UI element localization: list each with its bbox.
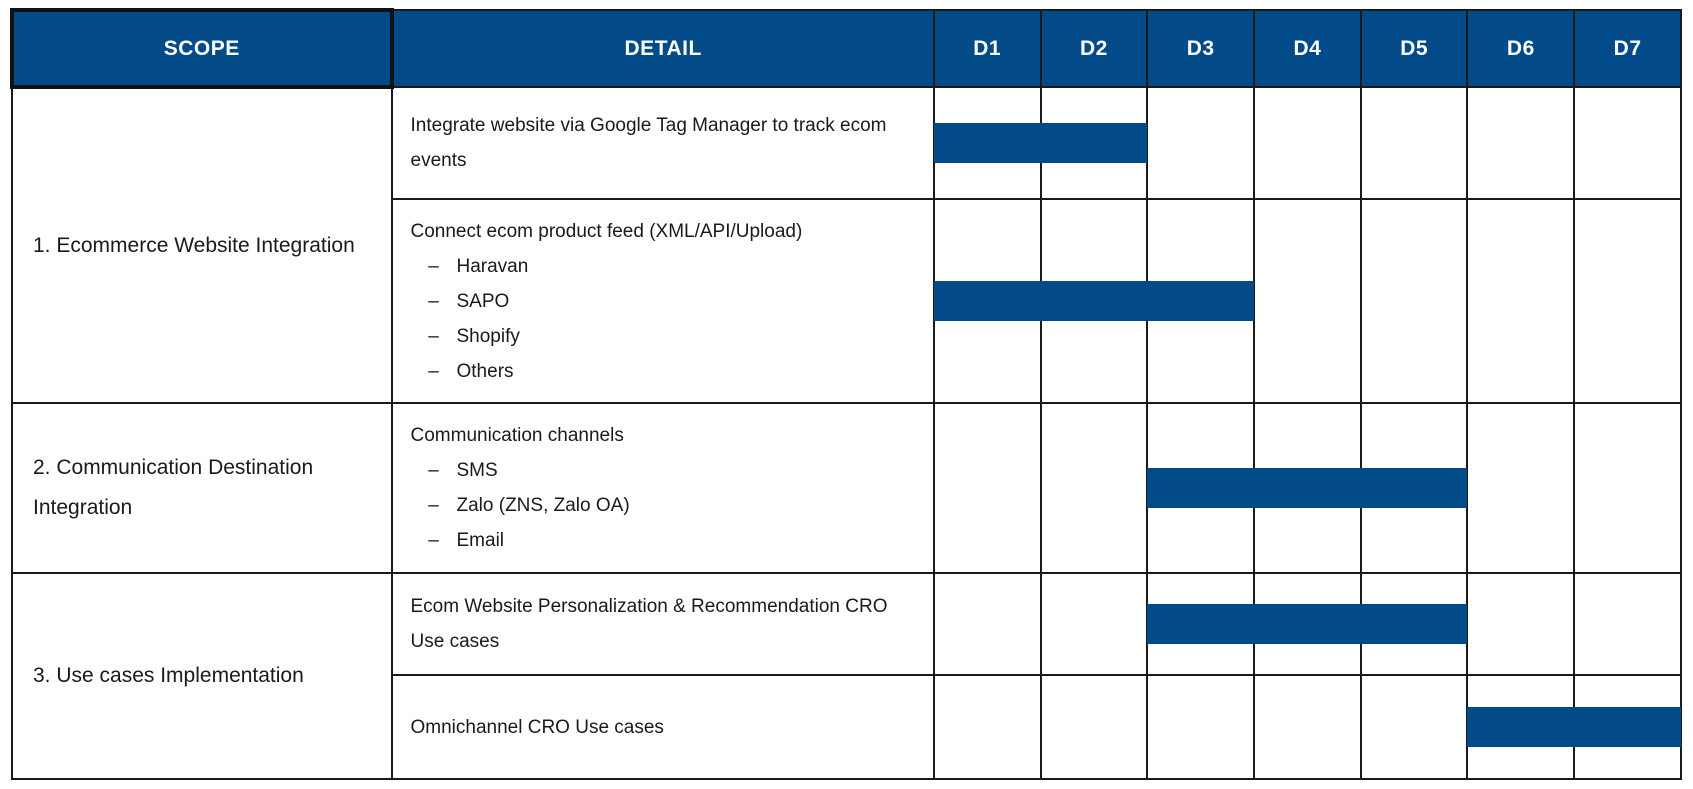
scope-cell: 3. Use cases Implementation [12,573,392,779]
day-cell [1147,675,1254,779]
task-row [12,573,1681,676]
detail-cell [392,199,934,403]
day-column-header: D3 [1147,10,1254,87]
day-column-header: D4 [1254,10,1361,87]
day-cell [1041,199,1148,403]
day-cell [1361,199,1468,403]
day-cell [1467,675,1574,779]
detail-cell [392,403,934,572]
list-item: – Zalo (ZNS, Zalo OA) [428,495,630,517]
scope-column-header: SCOPE [12,10,392,87]
day-cell [1361,675,1468,779]
timeline-table [10,8,1682,780]
day-column-header: D1 [934,10,1041,87]
day-cell [934,199,1041,403]
list-item-label: Others [456,360,514,382]
day-cell [1467,87,1574,199]
list-item-label: SAPO [456,290,510,312]
day-cell [1254,675,1361,779]
day-cell [1467,199,1574,403]
scope-cell: 2. Communication Destination Integration [12,403,392,572]
day-cell [1574,573,1681,676]
day-cell [1254,199,1361,403]
day-cell [1041,573,1148,676]
day-cell [1361,573,1468,676]
list-item-label: Email [456,530,505,552]
day-cell [1574,403,1681,572]
day-cell [1574,675,1681,779]
day-cell [1467,573,1574,676]
scope-cell: 1. Ecommerce Website Integration [12,87,392,403]
day-cell [1574,87,1681,199]
detail-text: Connect ecom product feed (XML/API/Upload) [410,220,803,242]
task-row [12,87,1681,199]
day-cell [1254,403,1361,572]
day-cell [1254,87,1361,199]
list-item-label: SMS [456,460,498,482]
day-cell [934,573,1041,676]
list-item-label: Zalo (ZNS, Zalo OA) [456,495,630,517]
task-row [12,403,1681,572]
day-column-header: D7 [1574,10,1681,87]
list-item-label: Haravan [456,255,529,277]
day-cell [1147,199,1254,403]
day-cell [1041,87,1148,199]
day-column-header: D6 [1467,10,1574,87]
day-cell [1467,403,1574,572]
day-column-header: D5 [1361,10,1468,87]
detail-text: Integrate website via Google Tag Manager to track ecom events [410,115,887,172]
detail-text: Communication channels [410,425,624,447]
day-cell [1147,403,1254,572]
day-cell [1361,87,1468,199]
list-item: – Others [428,360,514,382]
detail-text: Omnichannel CRO Use cases [410,716,664,738]
day-cell [1147,87,1254,199]
day-cell [1041,403,1148,572]
day-column-header: D2 [1041,10,1148,87]
list-item: – Email [428,530,505,552]
day-cell [934,87,1041,199]
day-cell [934,675,1041,779]
day-cell [1361,403,1468,572]
day-cell [1147,573,1254,676]
detail-cell [392,573,934,676]
day-cell [1574,199,1681,403]
list-item: – SAPO [428,290,510,312]
detail-column-header: DETAIL [392,10,934,87]
detail-cell [392,675,934,779]
list-item: – Shopify [428,325,520,347]
day-cell [1041,675,1148,779]
list-item: – SMS [428,460,498,482]
detail-cell [392,87,934,199]
day-cell [1254,573,1361,676]
list-item: – Haravan [428,255,529,277]
list-item-label: Shopify [456,325,520,347]
header-row [12,10,1681,87]
day-cell [934,403,1041,572]
detail-text: Ecom Website Personalization & Recommendation CRO Use cases [410,596,888,653]
